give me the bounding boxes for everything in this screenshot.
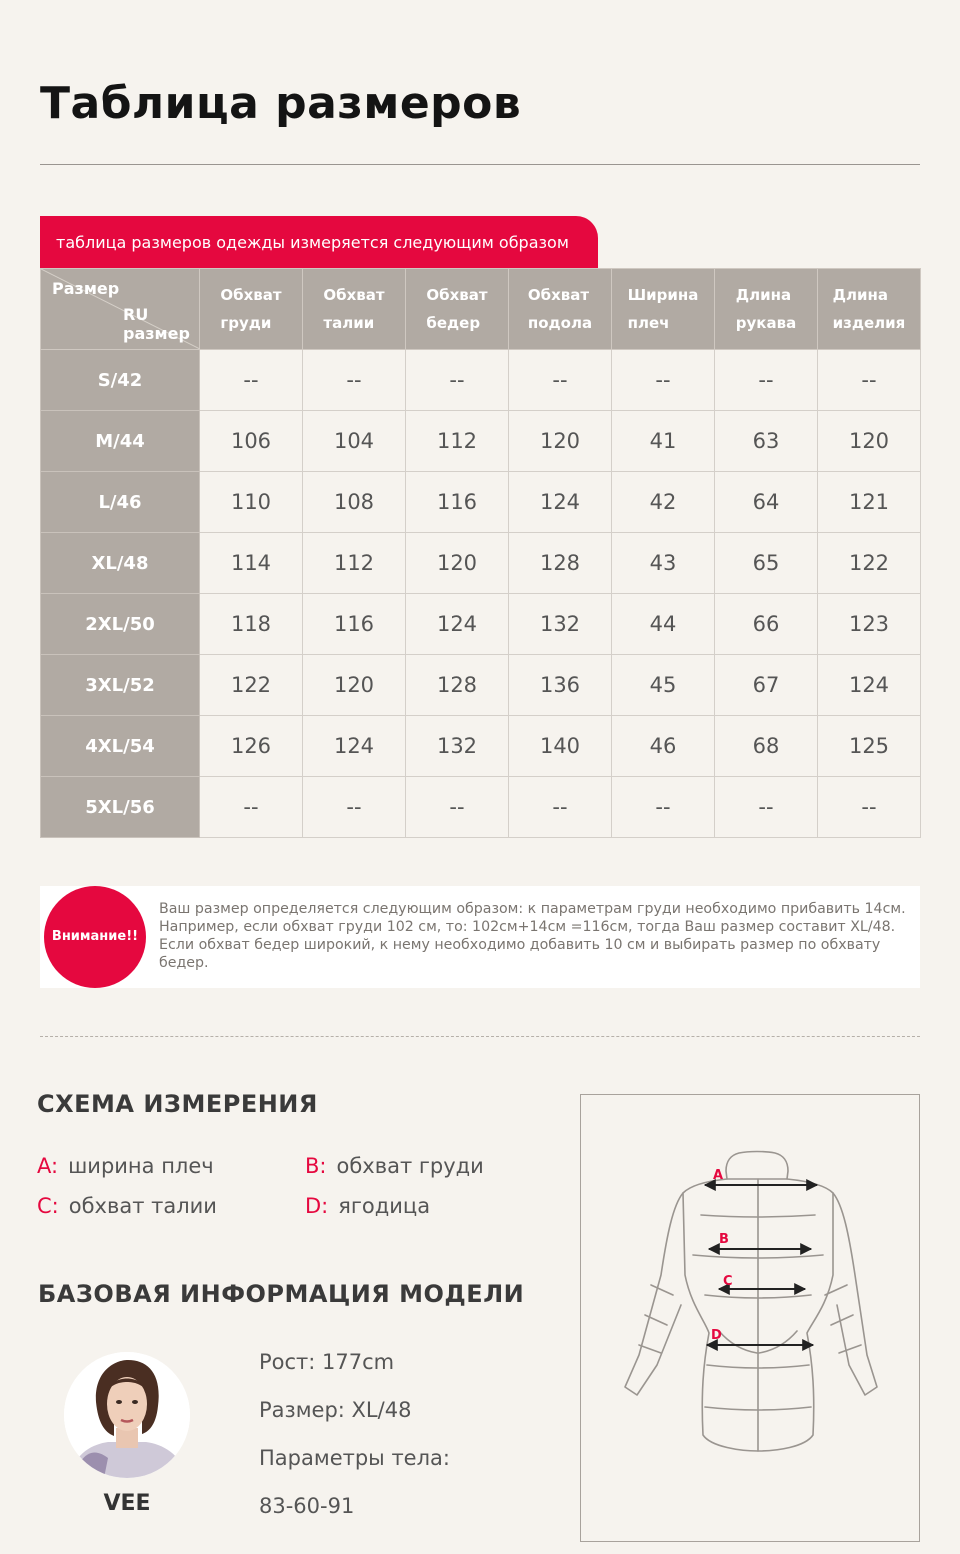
col-header-line: подола: [527, 314, 593, 332]
table-cell: --: [303, 777, 406, 838]
table-cell: --: [200, 777, 303, 838]
table-cell: 132: [509, 594, 612, 655]
table-cell: 128: [406, 655, 509, 716]
legend-item-hips: [305, 1194, 430, 1218]
measurement-diagram: [580, 1094, 920, 1542]
col-header-line: Обхват: [426, 286, 488, 304]
table-cell: 42: [612, 472, 715, 533]
legend-key: B:: [305, 1154, 327, 1178]
legend-item-waist: [37, 1194, 217, 1218]
corner-label-size: Размер: [52, 279, 120, 298]
table-row: [41, 472, 921, 533]
coat-illustration: [581, 1095, 919, 1541]
table-cell: --: [509, 777, 612, 838]
col-header-line: Обхват: [220, 286, 282, 304]
scheme-title: СХЕМА ИЗМЕРЕНИЯ: [37, 1090, 318, 1118]
table-cell: 126: [200, 716, 303, 777]
table-cell: 128: [509, 533, 612, 594]
table-row: [41, 594, 921, 655]
col-header-hips: [406, 269, 509, 350]
table-cell: 46: [612, 716, 715, 777]
table-row: [41, 655, 921, 716]
table-cell: --: [509, 350, 612, 411]
table-cell: 136: [509, 655, 612, 716]
row-size-label: 5XL/56: [41, 777, 200, 838]
row-size-label: 4XL/54: [41, 716, 200, 777]
table-cell: --: [406, 350, 509, 411]
legend-item-shoulder: [37, 1154, 214, 1178]
table-row: [41, 777, 921, 838]
size-table: [40, 268, 921, 838]
corner-label-ru: [123, 305, 190, 343]
table-cell: 104: [303, 411, 406, 472]
row-size-label: L/46: [41, 472, 200, 533]
table-cell: 124: [406, 594, 509, 655]
table-cell: 120: [509, 411, 612, 472]
col-header-shoulder: [612, 269, 715, 350]
table-cell: --: [612, 350, 715, 411]
table-corner-cell: [41, 269, 200, 350]
title-divider: [40, 164, 920, 165]
col-header-length: [818, 269, 921, 350]
table-cell: 140: [509, 716, 612, 777]
model-params-label: Параметры тела:: [259, 1446, 450, 1470]
model-avatar: [64, 1352, 190, 1478]
table-header-row: [41, 269, 921, 350]
legend-item-chest: [305, 1154, 484, 1178]
table-cell: --: [818, 350, 921, 411]
col-header-waist: [303, 269, 406, 350]
legend-label: ширина плеч: [68, 1154, 214, 1178]
table-cell: 45: [612, 655, 715, 716]
table-cell: 110: [200, 472, 303, 533]
table-banner: таблица размеров одежды измеряется следующим образом: [40, 216, 598, 268]
model-params-value: 83-60-91: [259, 1494, 355, 1518]
col-header-line: Обхват: [527, 286, 590, 304]
legend-label: обхват талии: [68, 1194, 217, 1218]
section-divider: [40, 1036, 920, 1037]
table-cell: 108: [303, 472, 406, 533]
col-header-hem: [509, 269, 612, 350]
table-cell: 114: [200, 533, 303, 594]
corner-label-ru-1: RU: [123, 305, 149, 324]
table-cell: 63: [715, 411, 818, 472]
table-cell: 120: [406, 533, 509, 594]
table-cell: 43: [612, 533, 715, 594]
table-cell: 124: [509, 472, 612, 533]
col-header-line: изделия: [832, 314, 906, 332]
table-cell: 66: [715, 594, 818, 655]
table-row: [41, 716, 921, 777]
notice-line: Ваш размер определяется следующим образом: к параметрам груди необходимо прибавить 14см.: [159, 901, 906, 917]
table-cell: 116: [406, 472, 509, 533]
col-header-line: груди: [220, 314, 272, 332]
table-cell: --: [612, 777, 715, 838]
table-cell: 120: [818, 411, 921, 472]
model-portrait-image: [64, 1352, 190, 1478]
page-title: Таблица размеров: [40, 78, 522, 129]
table-cell: 122: [200, 655, 303, 716]
row-size-label: XL/48: [41, 533, 200, 594]
table-cell: 44: [612, 594, 715, 655]
col-header-line: бедер: [426, 314, 481, 332]
table-cell: 122: [818, 533, 921, 594]
legend-label: обхват груди: [336, 1154, 484, 1178]
col-header-sleeve: [715, 269, 818, 350]
row-size-label: 2XL/50: [41, 594, 200, 655]
col-header-line: талии: [323, 314, 375, 332]
col-header-line: Длина: [832, 286, 889, 304]
row-size-label: M/44: [41, 411, 200, 472]
table-cell: 41: [612, 411, 715, 472]
table-cell: 64: [715, 472, 818, 533]
col-header-line: плеч: [627, 314, 670, 332]
table-row: [41, 533, 921, 594]
col-header-line: Ширина: [627, 286, 699, 304]
table-cell: 68: [715, 716, 818, 777]
table-cell: 121: [818, 472, 921, 533]
diagram-label-b: B: [719, 1232, 729, 1247]
table-body: [41, 350, 921, 838]
table-cell: 125: [818, 716, 921, 777]
col-header-line: Обхват: [323, 286, 385, 304]
table-cell: 123: [818, 594, 921, 655]
table-cell: 124: [818, 655, 921, 716]
notice-line: бедер.: [159, 955, 209, 971]
table-cell: 116: [303, 594, 406, 655]
legend-key: A:: [37, 1154, 59, 1178]
model-title: БАЗОВАЯ ИНФОРМАЦИЯ МОДЕЛИ: [38, 1280, 525, 1308]
table-cell: --: [303, 350, 406, 411]
table-cell: 112: [303, 533, 406, 594]
row-size-label: 3XL/52: [41, 655, 200, 716]
table-cell: 118: [200, 594, 303, 655]
table-cell: 124: [303, 716, 406, 777]
notice-line: Например, если обхват груди 102 см, то: 102см+14см =116см, тогда Ваш размер составит XL/48.: [159, 919, 896, 935]
legend-key: D:: [305, 1194, 329, 1218]
legend-label: ягодица: [338, 1194, 431, 1218]
corner-label-ru-2: размер: [123, 324, 190, 343]
col-header-chest: [200, 269, 303, 350]
table-cell: --: [406, 777, 509, 838]
diagram-label-c: C: [723, 1274, 733, 1289]
notice-line: Если обхват бедер широкий, к нему необходимо добавить 10 см и выбирать размер по обхвату: [159, 937, 881, 953]
table-cell: --: [200, 350, 303, 411]
notice-badge: Внимание!!: [44, 886, 146, 988]
diagram-label-a: A: [713, 1168, 724, 1183]
table-cell: 67: [715, 655, 818, 716]
diagram-label-d: D: [711, 1328, 722, 1343]
model-size: Размер: XL/48: [259, 1398, 412, 1422]
legend-key: C:: [37, 1194, 59, 1218]
table-cell: --: [818, 777, 921, 838]
table-cell: 120: [303, 655, 406, 716]
table-row: [41, 350, 921, 411]
model-height: Рост: 177cm: [259, 1350, 395, 1374]
table-cell: --: [715, 350, 818, 411]
col-header-line: рукава: [735, 314, 797, 332]
table-cell: 106: [200, 411, 303, 472]
notice-text: [159, 900, 919, 972]
table-cell: --: [715, 777, 818, 838]
table-cell: 132: [406, 716, 509, 777]
table-row: [41, 411, 921, 472]
table-cell: 65: [715, 533, 818, 594]
row-size-label: S/42: [41, 350, 200, 411]
table-cell: 112: [406, 411, 509, 472]
col-header-line: Длина: [735, 286, 792, 304]
model-name: VEE: [103, 1491, 151, 1516]
